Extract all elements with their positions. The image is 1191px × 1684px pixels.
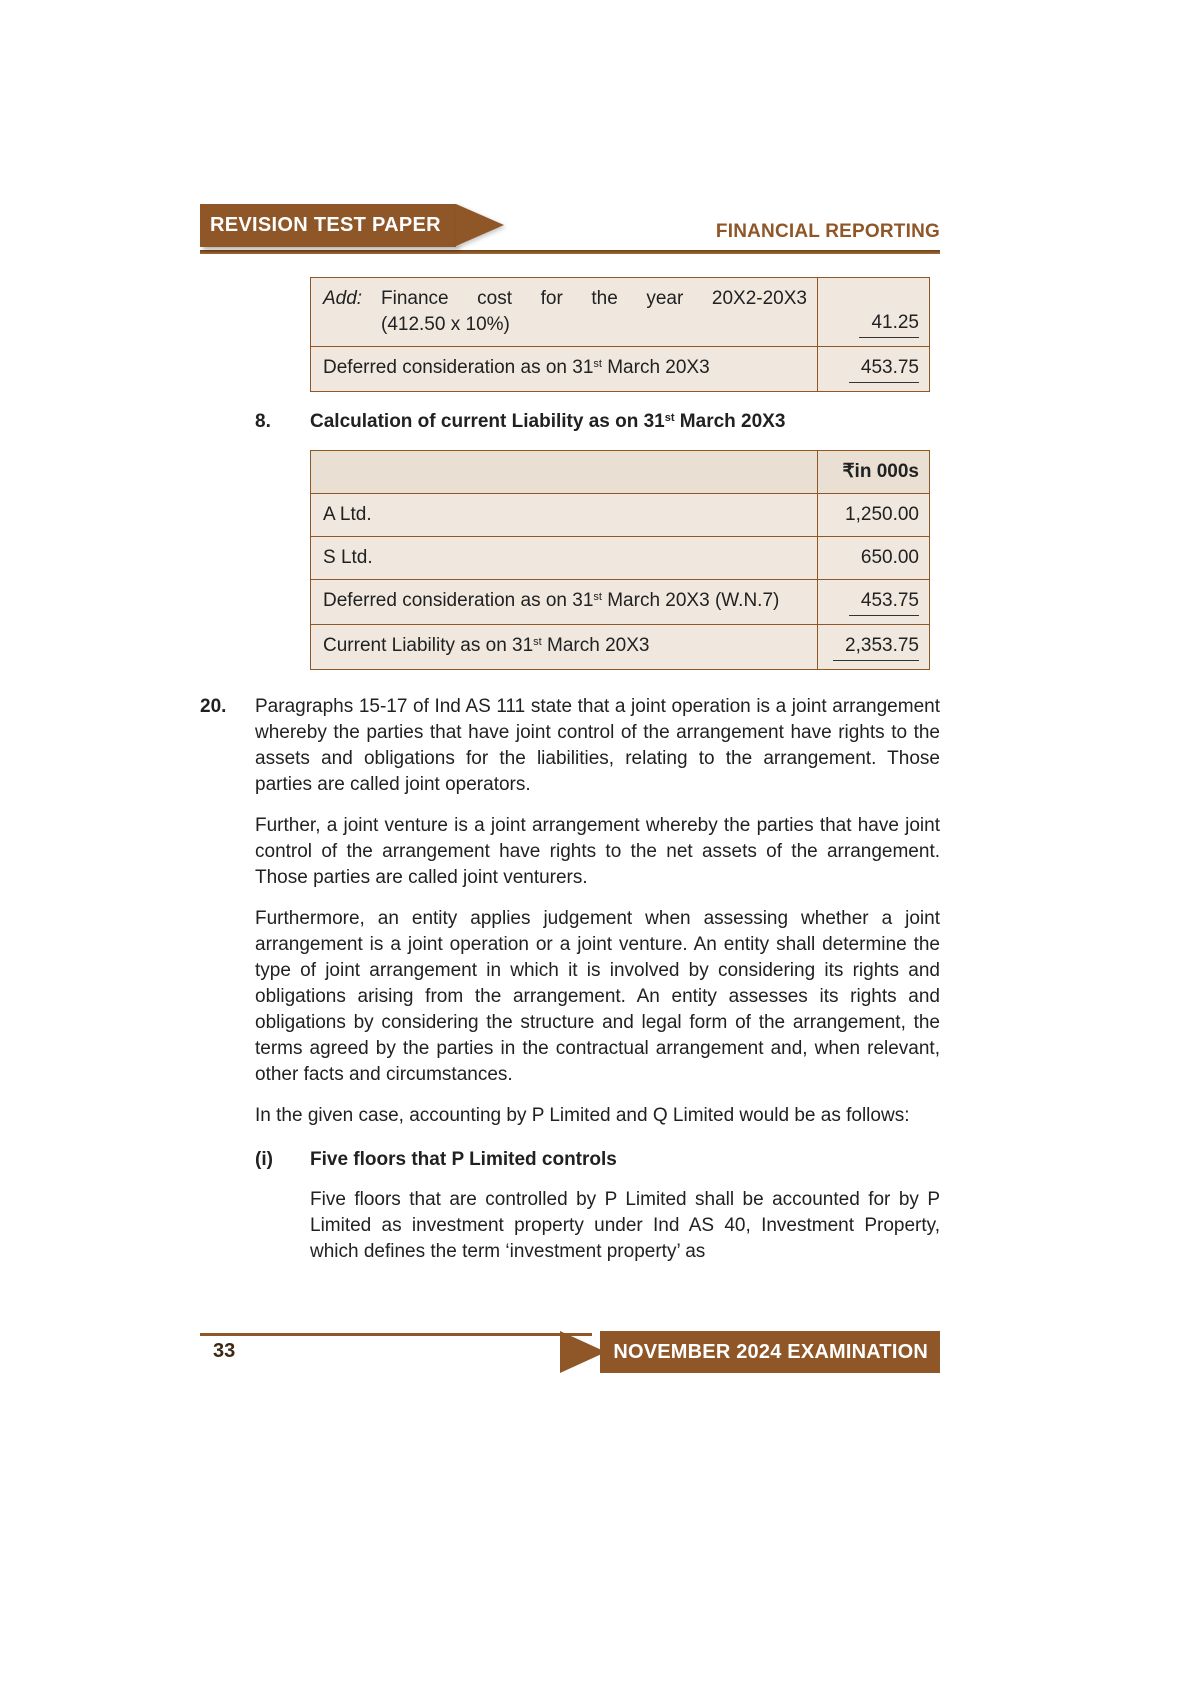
footer-banner-label: NOVEMBER 2024 EXAMINATION (613, 1341, 928, 1363)
item-title: Five floors that P Limited controls (310, 1149, 617, 1170)
ordinal-superscript: st (664, 412, 675, 424)
row-label-cell: A Ltd. (323, 504, 372, 525)
header-banner-arrow-icon (456, 204, 504, 246)
table-row (311, 493, 929, 536)
question-paragraph-1: Paragraphs 15-17 of Ind AS 111 state that a joint operation is a joint arrangement whereby the parties that have joint control of the arrangement have rights to the assets and obligations for the liabilities, relating to the arrangement. Those parties are called joint operators. (255, 696, 940, 795)
item-marker: (i) (255, 1149, 273, 1170)
table-row (311, 624, 929, 669)
row-label-cell (311, 278, 817, 346)
footer-rule (200, 1333, 592, 1336)
row-label-cell: Deferred consideration as on 31st March 20X3 (W.N.7) (323, 590, 780, 611)
question-paragraph-2: Further, a joint venture is a joint arrangement whereby the parties that have joint control of the arrangement have rights to the net assets of the arrangement. Those parties are called joint venturers. (255, 815, 940, 888)
header-unit-cell (817, 451, 929, 493)
page-content (200, 277, 940, 1265)
carryover-table (310, 277, 930, 392)
question-20 (200, 694, 940, 798)
ordinal-superscript: st (593, 358, 602, 370)
row-value-cell (817, 625, 929, 669)
question-paragraph-3: Furthermore, an entity applies judgement when assessing whether a joint arrangement is a joint operation or a joint venture. An entity shall determine the type of joint arrangement in which it is involved by considering its rights and obligations arising from the arrangement. An entity assesses its rights and obligations by considering the structure and legal form of the arrangement, the terms agreed by the parties in the contractual arrangement and, when relevant, other facts and circumstances. (255, 908, 940, 1085)
item-i-heading (255, 1147, 940, 1173)
row-value-cell (817, 580, 929, 624)
header-banner-label: REVISION TEST PAPER (210, 214, 441, 236)
row-add-prefix: Add: (323, 288, 363, 309)
row-value: 2,353.75 (833, 633, 919, 661)
row-value: 453.75 (849, 355, 919, 383)
section-title: Calculation of current Liability as on 31st March 20X3 (310, 411, 786, 432)
question-number: 20. (200, 696, 227, 717)
row-label-cell: S Ltd. (323, 547, 373, 568)
table-row (311, 278, 929, 346)
liability-table (310, 450, 930, 670)
header-empty-cell (311, 451, 817, 493)
table-row (311, 579, 929, 624)
row-value: 453.75 (849, 588, 919, 616)
ordinal-superscript: st (593, 591, 602, 603)
row-value-cell (817, 537, 929, 579)
row-value-cell (817, 347, 929, 391)
row-label-cell: Current Liability as on 31st March 20X3 (323, 635, 650, 656)
footer-banner (600, 1331, 940, 1373)
item-i-body: Five floors that are controlled by P Limited shall be accounted for by P Limited as investment property under Ind AS 40, Investment Property, which defines the term ‘investment property’ as (310, 1189, 940, 1262)
row-value-cell (817, 494, 929, 536)
section-8-heading (255, 409, 940, 435)
table-row (311, 536, 929, 579)
page-number: 33 (213, 1340, 236, 1362)
row-value-cell (817, 278, 929, 346)
header-banner (200, 204, 456, 247)
table-header-row (311, 451, 929, 493)
subject-title: FINANCIAL REPORTING (715, 221, 940, 242)
row-label-line1: Finance cost for the year 20X2-20X3 (381, 288, 807, 309)
row-value: 650.00 (860, 547, 919, 568)
header-rule (200, 250, 940, 254)
row-label-cell: Deferred consideration as on 31st March 20X3 (323, 357, 710, 378)
ordinal-superscript: st (533, 636, 542, 648)
row-label-line2: (412.50 x 10%) (381, 314, 510, 335)
row-value: 1,250.00 (845, 504, 919, 525)
row-value: 41.25 (859, 310, 919, 338)
table-row (311, 346, 929, 391)
question-paragraph-4: In the given case, accounting by P Limited and Q Limited would be as follows: (255, 1105, 910, 1126)
currency-unit-label: ₹in 000s (842, 461, 919, 482)
section-number: 8. (255, 411, 271, 432)
